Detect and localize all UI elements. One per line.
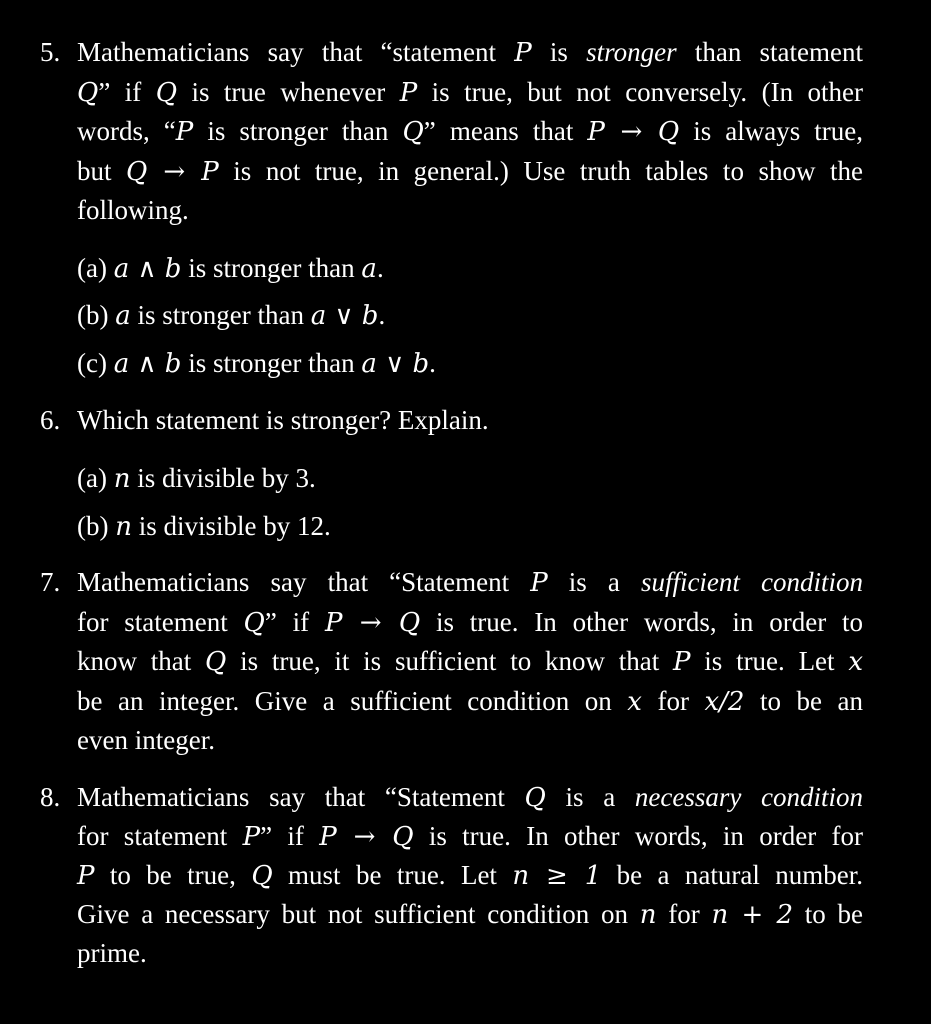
problem-text-line: for statement P” if P → Q is true. In other words, in order for [77,821,864,852]
subpart-item: (a) a ∧ b is stronger than a. [77,253,384,284]
subpart-item: (a) n is divisible by 3. [77,463,316,494]
problem-text-line: Q” if Q is true whenever P is true, but not conversely. (In other [77,77,863,108]
problem-text-line: but Q → P is not true, in general.) Use truth tables to show the [77,156,863,187]
problem-text-line: Mathematicians say that “Statement P is a sufficient condition [77,567,863,598]
problem-number: 5. [40,37,61,67]
subpart-item: (b) a is stronger than a ∨ b. [77,300,386,331]
problem-text-line: Mathematicians say that “Statement Q is a necessary condition [77,782,863,813]
problem-text-line: following. [77,195,189,225]
problem-text-line: prime. [77,938,147,968]
problem-text-line: be an integer. Give a sufficient condition on x for x/2 to be an [77,686,863,717]
problem-number: 7. [40,567,61,597]
problem-text-line: know that Q is true, it is sufficient to know that P is true. Let x [77,646,863,677]
problem-text-line: for statement Q” if P → Q is true. In other words, in order to [77,607,863,638]
problem-text-line: words, “P is stronger than Q” means that P → Q is always true, [77,116,864,147]
subpart-item: (b) n is divisible by 12. [77,511,331,542]
problem-number: 6. [40,405,61,435]
problem-text-line: Which statement is stronger? Explain. [77,405,489,435]
problem-number: 8. [40,782,61,812]
problem-text-line: even integer. [77,725,215,755]
problem-text-line: P to be true, Q must be true. Let n ≥ 1 be a natural number. [77,860,864,891]
problem-text-line: Mathematicians say that “statement P is stronger than statement [77,37,864,68]
subpart-item: (c) a ∧ b is stronger than a ∨ b. [77,348,436,379]
problem-text-line: Give a necessary but not sufficient condition on n for n + 2 to be [77,899,863,930]
